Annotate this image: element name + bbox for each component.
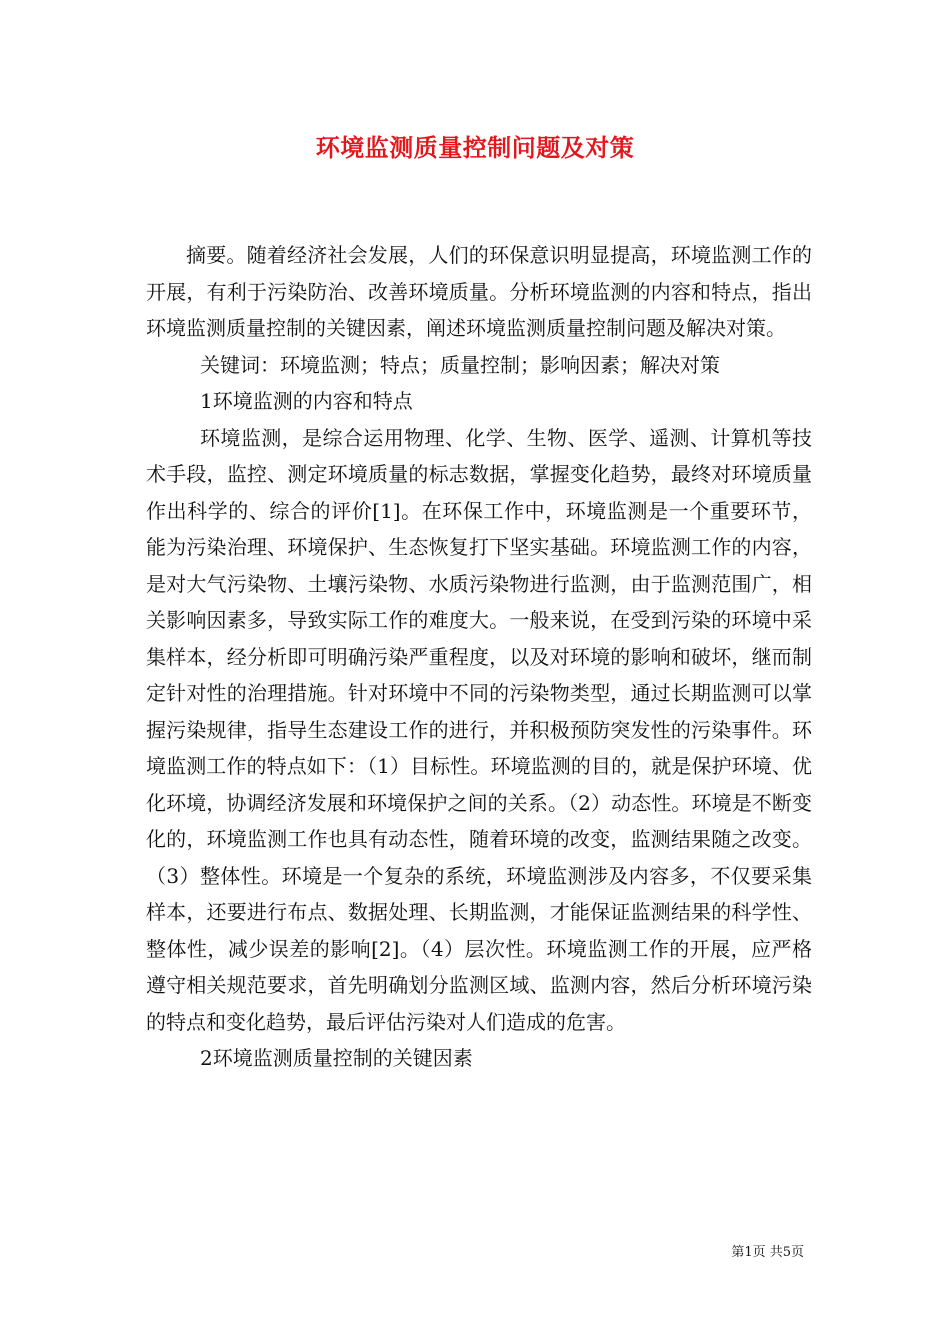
document-title: 环境监测质量控制问题及对策 bbox=[315, 133, 635, 162]
body-paragraph: 环境监测，是综合运用物理、化学、生物、医学、遥测、计算机等技术手段，监控、测定环境质量的标志数据，掌握变化趋势，最终对环境质量作出科学的、综合的评价[1]。在环保工作中，环境监测是一个重要环节，能为污染治理、环境保护、生态恢复打下坚实基础。环境监测工作的内容，是对大气污染物、土壤污染物、水质污染物进行监测，由于监测范围广，相关影响因素多，导致实际工作的难度大。一般来说，在受到污染的环境中采集样本，经分析即可明确污染严重程度，以及对环境的影响和破坏，继而制定针对性的治理措施。针对环境中不同的污染物类型，通过长期监测可以掌握污染规律，指导生态建设工作的进行，并积极预防突发性的污染事件。环境监测工作的特点如下：（1）目标性。环境监测的目的，就是保护环境、优化环境，协调经济发展和环境保护之间的关系。（2）动态性。环境是不断变化的，环境监测工作也具有动态性，随着环境的改变，监测结果随之改变。（3）整体性。环境是一个复杂的系统，环境监测涉及内容多，不仅要采集样本，还要进行布点、数据处理、长期监测，才能保证监测结果的科学性、整体性，减少误差的影响[2]。（4）层次性。环境监测工作的开展，应严格遵守相关规范要求，首先明确划分监测区域、监测内容，然后分析环境污染的特点和变化趋势，最后评估污染对人们造成的危害。 bbox=[146, 425, 812, 1034]
keywords-paragraph: 关键词：环境监测；特点；质量控制；影响因素；解决对策 bbox=[200, 352, 720, 377]
section-heading-1: 1环境监测的内容和特点 bbox=[200, 389, 413, 413]
abstract-paragraph: 摘要。随着经济社会发展，人们的环保意识明显提高，环境监测工作的开展，有利于污染防治、改善环境质量。分析环境监测的内容和特点，指出环境监测质量控制的关键因素，阐述环境监测质量控制问题及解决对策。 bbox=[146, 243, 812, 340]
section-heading-2: 2环境监测质量控制的关键因素 bbox=[200, 1046, 473, 1070]
document-body bbox=[146, 237, 812, 1077]
page-number: 第1页 共5页 bbox=[731, 1245, 804, 1260]
